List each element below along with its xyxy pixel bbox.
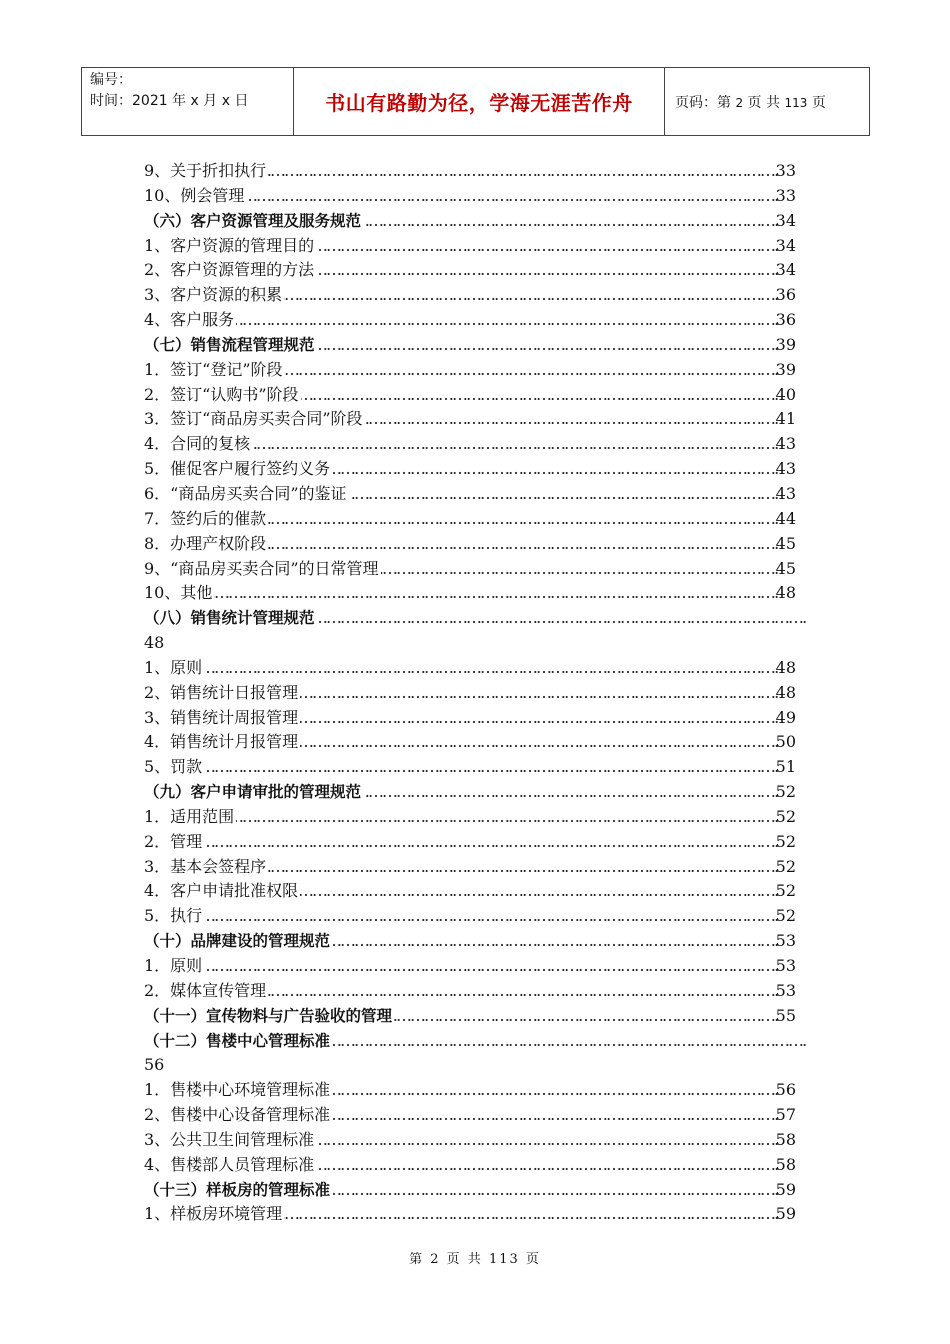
toc-entry[interactable]	[144, 532, 806, 557]
toc-entry-page: 33	[775, 185, 796, 205]
toc-entry-page: 48	[775, 583, 796, 603]
toc-entry-text: 8．办理产权阶段	[144, 533, 267, 553]
toc-entry-text: 3、销售统计周报管理	[144, 707, 299, 727]
toc-entry-text: 2．管理	[144, 831, 203, 851]
toc-entry-page: 39	[775, 334, 796, 354]
page-prefix: 页码：第	[675, 94, 731, 111]
toc-entry-text: 2．签订“认购书”阶段	[144, 384, 299, 404]
toc-dot-leader	[144, 606, 806, 631]
toc-dot-leader	[144, 805, 780, 830]
header-meta	[82, 68, 294, 136]
document-number-label: 编号：	[90, 72, 132, 88]
toc-dot-leader	[144, 532, 780, 557]
footer-prefix: 第	[409, 1252, 425, 1267]
toc-dot-leader	[144, 209, 780, 234]
toc-dot-leader	[144, 879, 780, 904]
toc-entry[interactable]	[144, 209, 806, 234]
toc-entry-text: 3．签订“商品房买卖合同”阶段	[144, 409, 363, 429]
toc-dot-leader	[144, 1103, 780, 1128]
toc-entry[interactable]	[144, 631, 806, 656]
toc-entry-page: 56	[775, 1080, 796, 1100]
toc-entry[interactable]	[144, 805, 806, 830]
table-of-contents	[144, 159, 806, 1227]
toc-entry-text: 56	[144, 1055, 165, 1075]
footer-current: 2	[430, 1252, 441, 1267]
toc-entry-page: 52	[775, 906, 796, 926]
toc-entry-page: 49	[775, 707, 796, 727]
toc-entry[interactable]	[144, 407, 806, 432]
toc-entry[interactable]	[144, 234, 806, 259]
toc-entry-page: 53	[775, 956, 796, 975]
page-footer	[0, 1248, 950, 1267]
toc-entry-page: 34	[775, 235, 796, 255]
toc-entry-text: 6．“商品房买卖合同”的鉴证	[144, 483, 347, 503]
toc-entry[interactable]	[144, 1178, 806, 1203]
toc-entry[interactable]	[144, 1202, 806, 1227]
toc-entry-text: 1、原则	[144, 657, 203, 677]
toc-entry-page: 44	[775, 508, 796, 528]
toc-entry[interactable]	[144, 780, 806, 805]
toc-entry-text: （十三）样板房的管理标准	[144, 1180, 331, 1199]
toc-entry-page: 59	[775, 1179, 796, 1199]
toc-entry[interactable]	[144, 1103, 806, 1128]
toc-dot-leader	[144, 383, 780, 408]
toc-entry-page: 34	[775, 210, 796, 230]
toc-entry[interactable]	[144, 681, 806, 706]
toc-entry-text: 2、销售统计日报管理	[144, 682, 299, 702]
toc-dot-leader	[144, 184, 780, 209]
toc-dot-leader	[144, 333, 780, 358]
toc-entry-text: 1、样板房环境管理	[144, 1204, 283, 1224]
toc-entry-page: 36	[775, 285, 796, 305]
toc-entry-text: 10、其他	[144, 583, 213, 603]
toc-entry[interactable]	[144, 383, 806, 408]
toc-entry-text: （六）客户资源管理及服务规范	[144, 211, 362, 230]
toc-entry-text: 1．原则	[144, 956, 203, 975]
toc-entry-text: 5．执行	[144, 906, 203, 926]
footer-suffix: 页	[525, 1252, 541, 1267]
toc-dot-leader	[144, 557, 780, 582]
toc-entry[interactable]	[144, 1053, 806, 1078]
toc-entry[interactable]	[144, 706, 806, 731]
page-current: 2	[735, 95, 744, 110]
toc-dot-leader	[144, 706, 780, 731]
page-total: 113	[784, 95, 808, 110]
header-motto: 书山有路勤为径，学海无涯苦作舟	[325, 91, 633, 115]
page-mid: 页 共	[747, 94, 780, 111]
toc-entry[interactable]	[144, 1004, 806, 1029]
toc-dot-leader	[144, 954, 780, 979]
toc-entry[interactable]	[144, 184, 806, 209]
toc-entry[interactable]	[144, 656, 806, 681]
toc-dot-leader	[144, 979, 780, 1004]
toc-entry[interactable]	[144, 258, 806, 283]
toc-entry-text: 9、“商品房买卖合同”的日常管理	[144, 558, 379, 578]
toc-dot-leader	[144, 234, 780, 259]
toc-dot-leader	[144, 1178, 780, 1203]
toc-dot-leader	[144, 1202, 780, 1227]
toc-entry-page: 34	[775, 260, 796, 280]
toc-dot-leader	[144, 904, 780, 929]
toc-entry-text: 2．媒体宣传管理	[144, 980, 267, 1000]
toc-dot-leader	[144, 929, 780, 954]
page-suffix: 页	[811, 94, 826, 111]
toc-entry-text: 2、售楼中心设备管理标准	[144, 1105, 331, 1125]
toc-entry-page: 55	[775, 1005, 796, 1025]
toc-entry[interactable]	[144, 358, 806, 383]
toc-entry-page: 59	[775, 1204, 796, 1224]
toc-entry[interactable]	[144, 954, 806, 979]
toc-entry-page: 52	[775, 806, 796, 826]
toc-entry-text: （十）品牌建设的管理规范	[144, 932, 331, 951]
toc-entry-text: 4、客户服务	[144, 310, 235, 330]
toc-dot-leader	[144, 581, 780, 606]
toc-dot-leader	[144, 457, 780, 482]
toc-entry-page: 53	[775, 980, 796, 1000]
toc-entry[interactable]	[144, 1153, 806, 1178]
toc-entry-text: 4．销售统计月报管理	[144, 732, 299, 752]
toc-dot-leader	[144, 358, 780, 383]
toc-entry[interactable]	[144, 432, 806, 457]
toc-entry[interactable]	[144, 730, 806, 755]
toc-entry-page: 43	[775, 434, 796, 454]
toc-dot-leader	[144, 1078, 780, 1103]
toc-entry-page: 48	[775, 682, 796, 702]
toc-dot-leader	[144, 308, 780, 333]
footer-total: 113	[488, 1252, 520, 1267]
toc-dot-leader	[144, 780, 780, 805]
toc-entry[interactable]	[144, 1128, 806, 1153]
toc-entry-page: 43	[775, 483, 796, 503]
toc-dot-leader	[144, 656, 780, 681]
toc-dot-leader	[144, 1128, 780, 1153]
toc-entry-page: 52	[775, 881, 796, 901]
toc-entry[interactable]	[144, 333, 806, 358]
toc-entry-text: 4．客户申请批准权限	[144, 881, 299, 901]
toc-entry[interactable]	[144, 830, 806, 855]
toc-entry-page: 39	[775, 359, 796, 379]
toc-entry[interactable]	[144, 1078, 806, 1103]
toc-entry-text: 1．售楼中心环境管理标准	[144, 1080, 331, 1100]
toc-entry[interactable]	[144, 855, 806, 880]
toc-entry[interactable]	[144, 1029, 806, 1054]
toc-entry-page: 43	[775, 459, 796, 479]
toc-entry[interactable]	[144, 581, 806, 606]
toc-dot-leader	[144, 482, 780, 507]
toc-dot-leader	[144, 258, 780, 283]
toc-entry-text: （九）客户申请审批的管理规范	[144, 783, 362, 802]
toc-entry-text: 4．合同的复核	[144, 434, 251, 454]
toc-entry-text: （十二）售楼中心管理标准	[144, 1031, 331, 1050]
toc-entry-page: 52	[775, 782, 796, 802]
toc-entry-text: 48	[144, 633, 165, 653]
page-header	[81, 67, 870, 136]
toc-entry-page: 45	[775, 533, 796, 553]
toc-entry-text: 1．适用范围	[144, 806, 235, 826]
toc-dot-leader	[144, 730, 780, 755]
toc-dot-leader	[144, 855, 780, 880]
footer-mid: 页 共	[446, 1252, 483, 1267]
toc-entry-page: 33	[775, 161, 796, 180]
toc-entry[interactable]	[144, 879, 806, 904]
toc-entry-text: 2、客户资源管理的方法	[144, 260, 315, 280]
toc-dot-leader	[144, 407, 780, 432]
toc-entry[interactable]	[144, 606, 806, 631]
document-date: 时间：2021 年 x 月 x 日	[90, 93, 249, 109]
toc-entry[interactable]	[144, 557, 806, 582]
toc-entry-page: 36	[775, 310, 796, 330]
toc-entry-text: 9、关于折扣执行	[144, 161, 267, 180]
toc-entry-text: 3．基本会签程序	[144, 856, 267, 876]
toc-entry[interactable]	[144, 929, 806, 954]
toc-entry-text: 1、客户资源的管理目的	[144, 235, 315, 255]
toc-entry-page: 51	[775, 757, 796, 777]
toc-dot-leader	[144, 830, 780, 855]
toc-entry-page: 58	[775, 1129, 796, 1149]
toc-entry[interactable]	[144, 457, 806, 482]
toc-entry-text: 7．签约后的催款	[144, 508, 267, 528]
header-page-info	[665, 68, 870, 136]
toc-entry-page: 52	[775, 856, 796, 876]
toc-entry-text: 5．催促客户履行签约义务	[144, 459, 331, 479]
toc-entry[interactable]	[144, 159, 806, 184]
toc-entry[interactable]	[144, 979, 806, 1004]
toc-dot-leader	[144, 283, 780, 308]
toc-dot-leader	[144, 507, 780, 532]
toc-entry[interactable]	[144, 283, 806, 308]
toc-entry-text: （七）销售流程管理规范	[144, 335, 315, 354]
toc-dot-leader	[144, 1153, 780, 1178]
toc-entry-page: 48	[775, 657, 796, 677]
toc-entry-page: 57	[775, 1105, 796, 1125]
toc-entry[interactable]	[144, 507, 806, 532]
toc-entry-page: 58	[775, 1154, 796, 1174]
toc-entry-text: 5、罚款	[144, 757, 203, 777]
toc-entry-text: 4、售楼部人员管理标准	[144, 1154, 315, 1174]
toc-entry-page: 50	[775, 732, 796, 752]
toc-entry-text: （十一）宣传物料与广告验收的管理	[144, 1006, 393, 1025]
toc-entry-page: 40	[775, 384, 796, 404]
toc-entry-text: 3、公共卫生间管理标准	[144, 1129, 315, 1149]
toc-dot-leader	[144, 755, 780, 780]
toc-dot-leader	[144, 1029, 806, 1054]
toc-dot-leader	[144, 681, 780, 706]
toc-entry-text: 3、客户资源的积累	[144, 285, 283, 305]
toc-entry-page: 41	[775, 409, 796, 429]
toc-dot-leader	[144, 1004, 780, 1029]
toc-entry-page: 52	[775, 831, 796, 851]
toc-entry-text: 10、例会管理	[144, 185, 245, 205]
toc-entry[interactable]	[144, 308, 806, 333]
toc-entry-text: 1．签订“登记”阶段	[144, 359, 283, 379]
toc-entry-text: （八）销售统计管理规范	[144, 609, 315, 628]
header-motto-cell	[294, 68, 665, 136]
toc-dot-leader	[144, 432, 780, 457]
toc-entry-page: 45	[775, 558, 796, 578]
toc-entry-page: 53	[775, 931, 796, 951]
toc-dot-leader	[144, 159, 780, 184]
toc-entry[interactable]	[144, 482, 806, 507]
toc-entry[interactable]	[144, 904, 806, 929]
toc-entry[interactable]	[144, 755, 806, 780]
